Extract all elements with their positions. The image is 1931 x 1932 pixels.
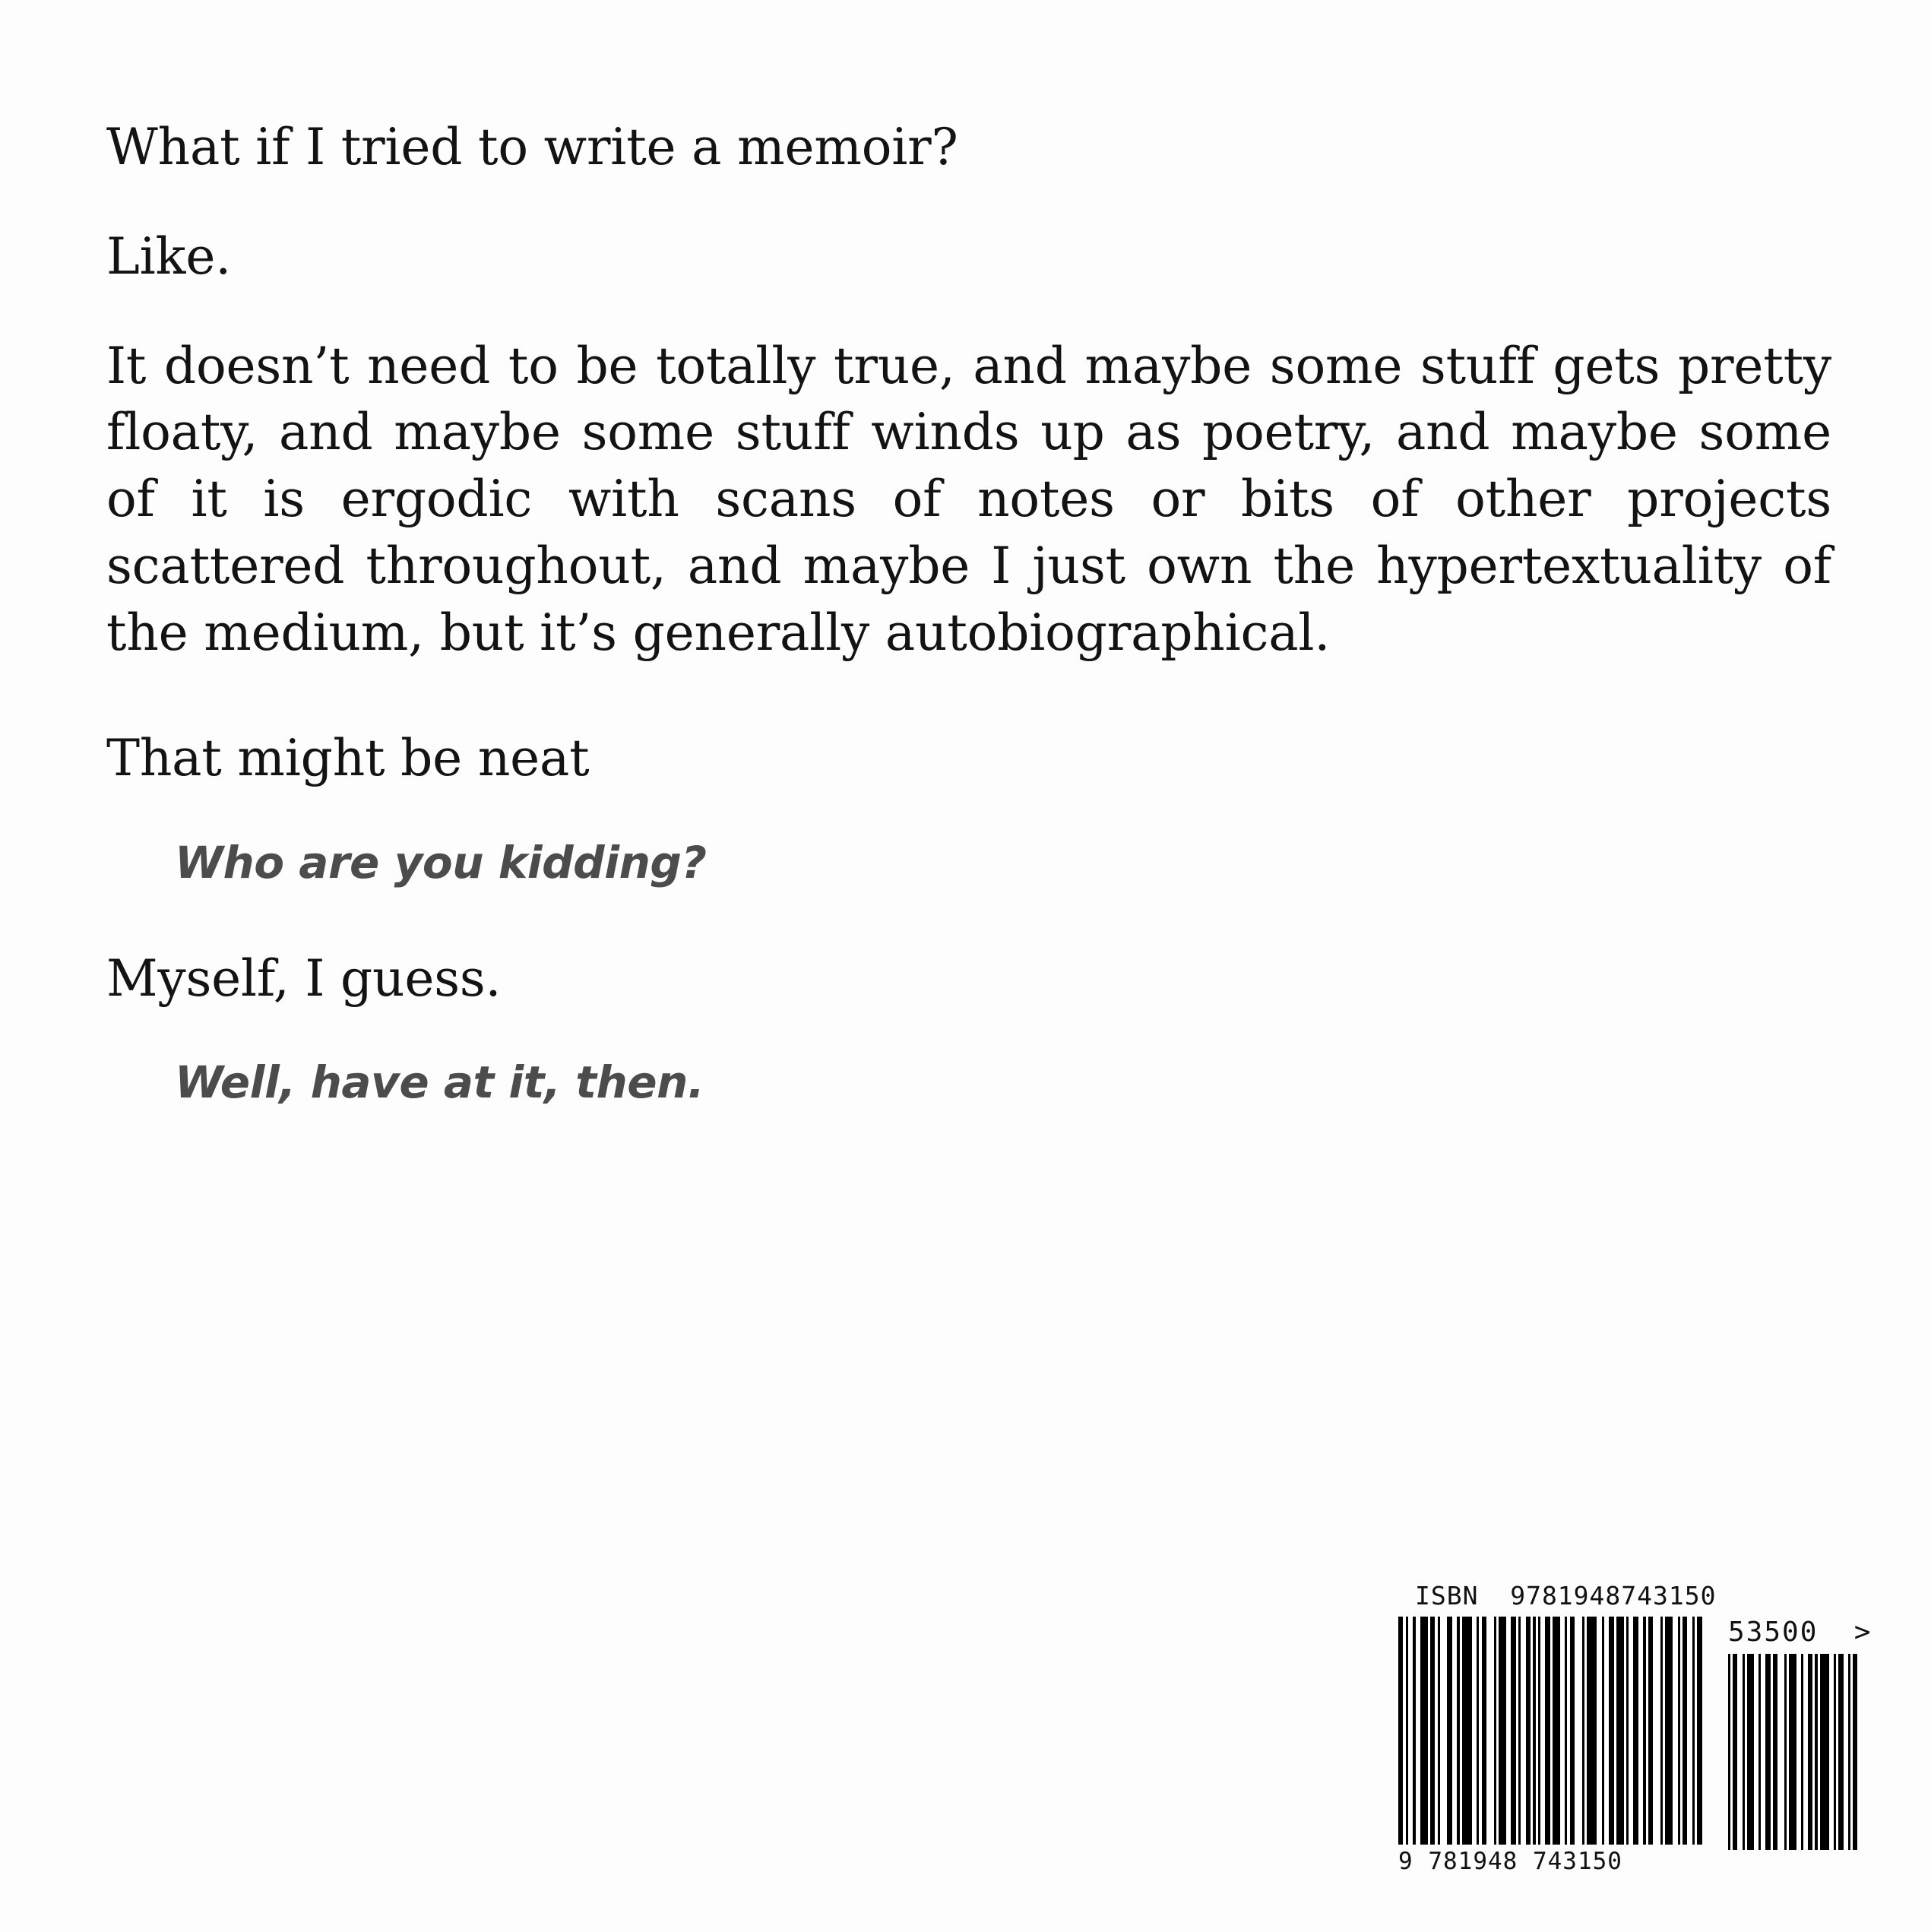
isbn-barcode-digits: 9 781948 743150 bbox=[1398, 1848, 1622, 1875]
price-addon-bars bbox=[1728, 1654, 1857, 1850]
voice-line-who-are-you-kidding: Who are you kidding? bbox=[175, 837, 707, 889]
barcode-group bbox=[1398, 1617, 1872, 1875]
price-addon-digits: 53500 > bbox=[1728, 1617, 1872, 1648]
isbn-barcode-bars bbox=[1398, 1617, 1702, 1845]
paragraph-memoir-question: What if I tried to write a memoir? bbox=[106, 118, 958, 176]
voice-line-have-at-it: Well, have at it, then. bbox=[175, 1056, 704, 1109]
isbn-barcode bbox=[1398, 1617, 1702, 1875]
isbn-label: ISBN 9781948743150 bbox=[1415, 1581, 1717, 1611]
paragraph-myself-i-guess: Myself, I guess. bbox=[106, 949, 502, 1008]
paragraph-description: It doesn’t need to be totally true, and maybe some stuff gets pretty floaty, and maybe some stuff winds up as poetry, and maybe some of it is ergodic with scans of notes or bits of other projects scattered throughout, and maybe I just own the hypertextuality of the medium, but it’s generally autobiographical. bbox=[106, 336, 1831, 662]
barcode-area bbox=[1398, 1581, 1872, 1875]
paragraph-like: Like. bbox=[106, 226, 231, 286]
price-addon-barcode bbox=[1728, 1617, 1872, 1850]
paragraph-that-might-be-neat: That might be neat bbox=[106, 729, 590, 788]
cover-text-block bbox=[106, 114, 1831, 1165]
